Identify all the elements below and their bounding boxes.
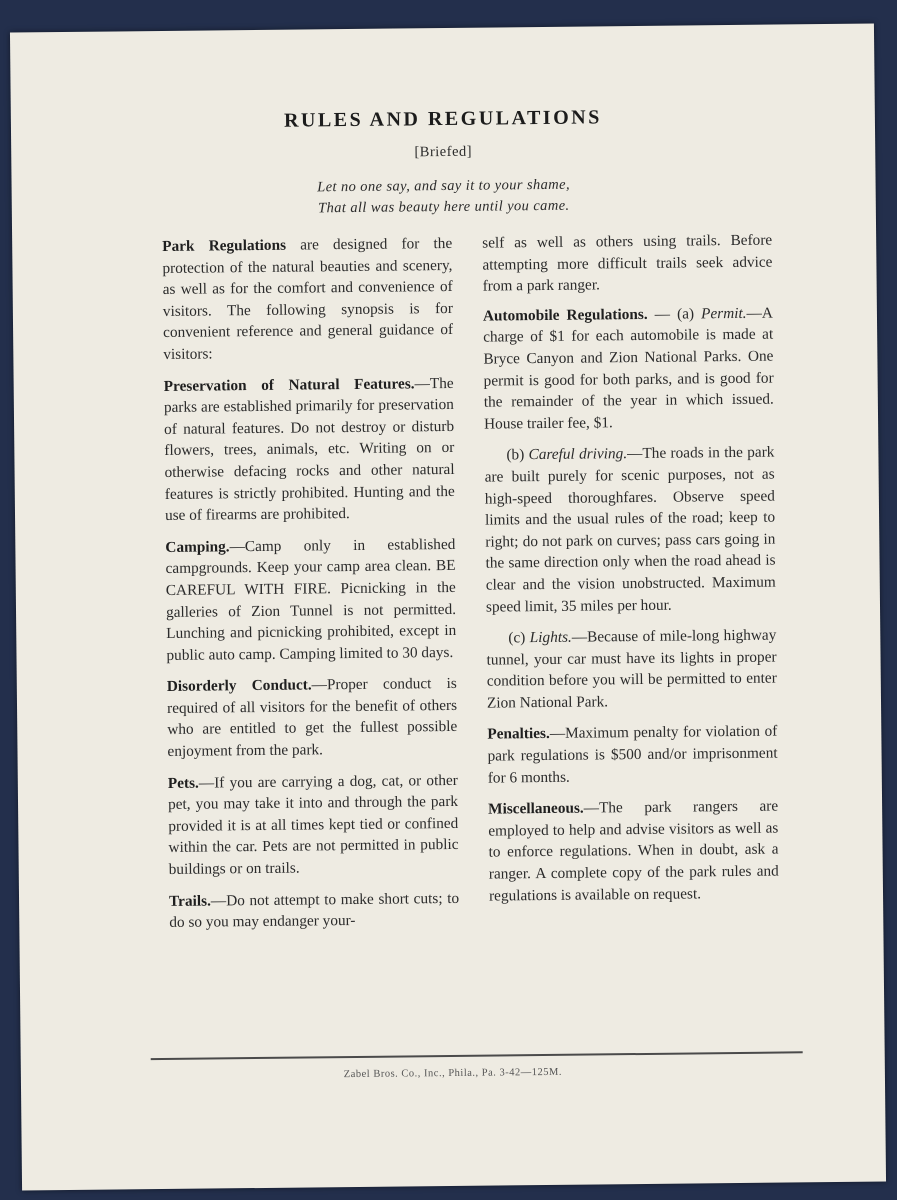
park-regulations-paragraph bbox=[162, 233, 453, 366]
disorderly-heading: Disorderly Conduct. bbox=[166, 676, 312, 696]
penalties-paragraph bbox=[487, 721, 778, 789]
park-regulations-text: are designed for the protection of the natural beauties and scenery, as well as for the comfort and convenience of visitors. The following synopsis is for convenient reference and general guidance of visitors: bbox=[162, 234, 454, 363]
trails-text: —Do not attempt to make short cuts; to do so you may endanger your- bbox=[169, 889, 460, 932]
printer-imprint: Zabel Bros. Co., Inc., Phila., Pa. 3-42—125M. bbox=[343, 1066, 563, 1081]
careful-driving-text: —The roads in the park are built purely for scenic purposes, not as high-speed thoroughfares. Observe speed limits and the usual rules of the road; keep to right; do not park on curves; pass cars going in the same direction only when the road ahead is clear and the vision unobstructed. Maximum speed limit, 35 miles per hour. bbox=[484, 443, 776, 616]
footer-divider bbox=[151, 1051, 803, 1060]
camping-paragraph bbox=[165, 534, 456, 667]
camping-text: —Camp only in established campgrounds. Keep your camp area clean. BE CAREFUL WITH FIRE. Picnicking in the galleries of Zion Tunnel is not permitted. Lunching and picnicking prohibited, except in public auto camp. Camping limited to 30 days. bbox=[165, 535, 457, 664]
lights-paragraph bbox=[486, 625, 777, 714]
disorderly-text: —Proper conduct is required of all visitors for the benefit of others who are entitled to get the fullest possible enjoyment from the park. bbox=[166, 675, 458, 761]
park-regulations-heading: Park Regulations bbox=[162, 236, 287, 255]
automobile-paragraph bbox=[483, 302, 774, 435]
camping-heading: Camping. bbox=[165, 538, 230, 556]
miscellaneous-paragraph bbox=[488, 796, 779, 907]
miscellaneous-heading: Miscellaneous. bbox=[488, 799, 584, 818]
left-column bbox=[162, 233, 459, 944]
preservation-heading: Preservation of Natural Features. bbox=[163, 374, 415, 395]
careful-driving-label: Careful driving. bbox=[528, 445, 628, 464]
pets-heading: Pets. bbox=[167, 774, 199, 792]
lights-label: Lights. bbox=[529, 628, 572, 647]
right-column bbox=[482, 230, 779, 917]
epigraph bbox=[12, 171, 876, 222]
preservation-paragraph bbox=[164, 372, 456, 526]
page-subtitle: [Briefed] bbox=[414, 143, 473, 161]
lights-prefix: (c) bbox=[508, 629, 530, 647]
automobile-heading: Automobile Regulations. bbox=[482, 305, 648, 325]
trails-heading: Trails. bbox=[168, 892, 211, 910]
miscellaneous-text: —The park rangers are employed to help and advise visitors as well as to enforce regulations. When in doubt, ask a ranger. A complete copy of the park rules and regulations is available on request. bbox=[488, 797, 779, 905]
preservation-text: —The parks are established primarily for preservation of natural features. Do not destroy or disturb flowers, trees, animals, etc. Writing on or otherwise defacing rocks and other natural features is strictly prohibited. Hunting and the use of firearms are prohibited. bbox=[163, 374, 455, 525]
lights-text: —Because of mile-long highway tunnel, your car must have its lights in proper condition before you will be permitted to enter Zion National Park. bbox=[486, 626, 777, 712]
penalties-text: —Maximum penalty for violation of park regulations is $500 and/or imprisonment for 6 months. bbox=[487, 723, 778, 787]
permit-label: Permit. bbox=[701, 304, 747, 323]
trails-paragraph bbox=[169, 888, 459, 934]
pets-paragraph bbox=[168, 770, 459, 881]
careful-driving-prefix: (b) bbox=[506, 446, 529, 464]
epigraph-line-1: Let no one say, and say it to your shame, bbox=[317, 176, 571, 196]
trails-continued-paragraph: self as well as others using trails. Before attempting more difficult trails seek advice from a park ranger. bbox=[482, 231, 773, 295]
epigraph-line-2: That all was beauty here until you came. bbox=[318, 197, 570, 217]
disorderly-paragraph bbox=[167, 673, 458, 762]
careful-driving-paragraph bbox=[484, 442, 776, 618]
automobile-dash: — (a) bbox=[647, 305, 702, 323]
document-page bbox=[10, 24, 886, 1191]
page-title: RULES AND REGULATIONS bbox=[283, 106, 602, 132]
penalties-heading: Penalties. bbox=[487, 725, 550, 744]
pets-text: —If you are carrying a dog, cat, or other pet, you may take it into and through the park provided it is at all times kept tied or confined within the car. Pets are not permitted in public buildings or on trails. bbox=[167, 771, 459, 878]
automobile-text: —A charge of $1 for each automobile is made at Bryce Canyon and Zion National Parks. One permit is good for both parks, and is good for the remainder of the year in which issued. House trailer fee, $1. bbox=[483, 304, 774, 433]
